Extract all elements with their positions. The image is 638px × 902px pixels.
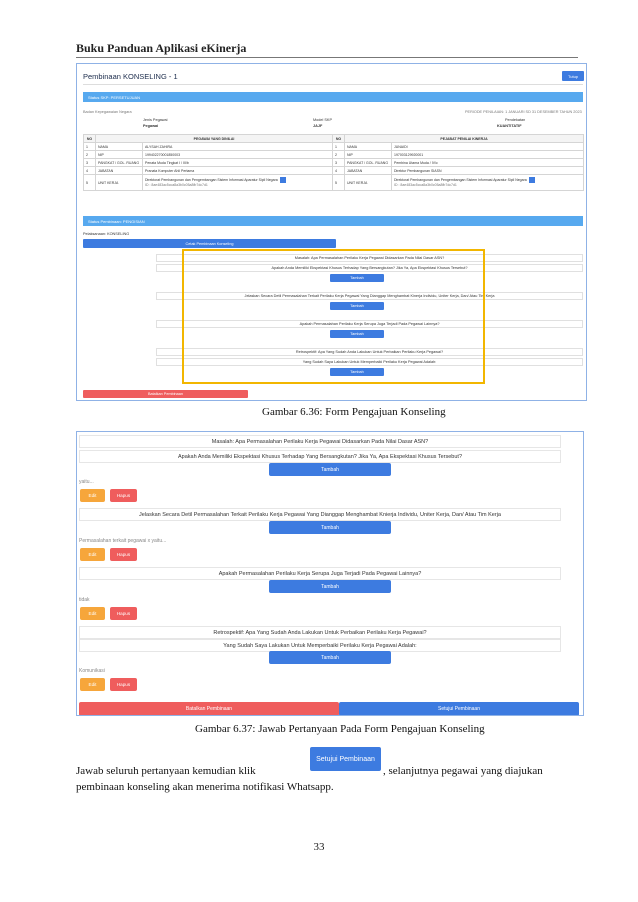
caption-figure-6-37: Gambar 6.37: Jawab Pertanyaan Pada Form Pengajuan Konseling xyxy=(195,723,485,735)
body-text-line1-end: , selanjutnya pegawai yang diajukan xyxy=(383,765,543,777)
search-icon[interactable] xyxy=(529,177,535,183)
batalkan-pembinaan-button[interactable]: Batalkan Pembinaan xyxy=(79,702,339,716)
question-detil: Jelaskan Secara Detil Permasalahan Terkait Perilaku Kerja Pegawai Yang Dianggap Menghambat Knierja Individu, Uniter Kerja, Dan/ Atau Tim Kerja xyxy=(79,508,561,521)
cell-no: 3 xyxy=(84,159,96,167)
cell-no: 1 xyxy=(333,143,345,151)
table-row xyxy=(84,159,584,167)
model-skp-label: Model SKP xyxy=(313,118,332,122)
form-title: Pembinaan KONSELING - 1 xyxy=(83,72,178,81)
question-detil: Jelaskan Secara Detil Permasalahan Terkait Perilaku Kerja Pegawai Yang Dianggap Menghambat Kinerja Individu, Uniter Kerja, Dan/ Atau Tim Kerja xyxy=(156,292,583,300)
hapus-button-2[interactable]: Hapus xyxy=(110,548,137,561)
unit-kerja-id: ID : 8ae483ac5cca8a3b0c05a8fb7dc7d1 xyxy=(145,183,208,187)
header-divider xyxy=(76,57,578,58)
answer-detil: Permasalahan terkait pegawai x yaitu... xyxy=(79,538,167,544)
cell-field: NIP xyxy=(345,151,392,159)
hapus-button-4[interactable]: Hapus xyxy=(110,678,137,691)
col-pejabat-penilai: PEJABAT PENILAI KINERJA xyxy=(345,135,584,143)
question-retrospektif: Retrospektif: Apa Yang Sudah Anda Lakukan Untuk Perbaikan Perilaku Kerja Pegawai? xyxy=(79,626,561,639)
close-button[interactable]: Tutup xyxy=(562,71,584,81)
figure-form-pengajuan-konseling xyxy=(76,63,587,401)
table-row xyxy=(84,151,584,159)
cell-value: Pranata Komputer Ahli Pertama xyxy=(143,167,333,175)
cell-field: JABATAN xyxy=(96,167,143,175)
document-header-title: Buku Panduan Aplikasi eKinerja xyxy=(76,41,247,55)
table-row xyxy=(84,175,584,191)
tambah-button-2[interactable]: Tambah xyxy=(269,521,391,534)
tambah-button-2[interactable]: Tambah xyxy=(330,302,384,310)
cell-no: 4 xyxy=(84,167,96,175)
cell-no: 4 xyxy=(333,167,345,175)
body-text-line1-start: Jawab seluruh pertanyaan kemudian klik xyxy=(76,765,256,777)
unit-kerja-text: Direktorat Pembangunan dan Pengembangan Sistem Informasi Aparatur Sipil Negara xyxy=(394,177,527,182)
tambah-button-4[interactable]: Tambah xyxy=(269,651,391,664)
cell-no: 3 xyxy=(333,159,345,167)
setujui-pembinaan-button[interactable]: Setujui Pembinaan xyxy=(339,702,579,716)
title-divider xyxy=(83,84,583,85)
cell-no: 2 xyxy=(333,151,345,159)
col-no: NO xyxy=(84,135,96,143)
cell-value: Pembina Utama Muda / IV/c xyxy=(392,159,584,167)
hapus-button-1[interactable]: Hapus xyxy=(110,489,137,502)
cell-value: Direktur Pembangunan SIASN xyxy=(392,167,584,175)
tambah-button-1[interactable]: Tambah xyxy=(330,274,384,282)
hapus-button-3[interactable]: Hapus xyxy=(110,607,137,620)
tambah-button-4[interactable]: Tambah xyxy=(330,368,384,376)
question-serupa: Apakah Permasalahan Perilaku Kerja Serupa Juga Terjadi Pada Pegawai Lainnya? xyxy=(156,320,583,328)
cell-value xyxy=(143,175,333,191)
cell-no: 5 xyxy=(84,175,96,191)
edit-button-2[interactable]: Edit xyxy=(80,548,105,561)
pegawai-table xyxy=(83,134,584,191)
tambah-button-1[interactable]: Tambah xyxy=(269,463,391,476)
question-retrospektif: Retrospektif: Apa Yang Sudah Anda Lakukan Untuk Perbaikan Perilaku Kerja Pegawai? xyxy=(156,348,583,356)
unit-kerja-text: Direktorat Pembangunan dan Pengembangan Sistem Informasi Aparatur Sipil Negara xyxy=(145,177,278,182)
table-row xyxy=(84,167,584,175)
cell-field: UNIT KERJA xyxy=(96,175,143,191)
table-row xyxy=(84,143,584,151)
pendekatan-value: KUANTITATIF xyxy=(497,124,522,128)
cell-value xyxy=(392,175,584,191)
cell-field: NAMA xyxy=(345,143,392,151)
page-number: 33 xyxy=(313,841,325,853)
edit-button-3[interactable]: Edit xyxy=(80,607,105,620)
cell-value: ALYSAH ZAHIRA xyxy=(143,143,333,151)
question-ekspektasi: Apakah Anda Memiliki Ekspektasi Khusus Terhadap Yang Bersangkutan? Jika Ya, Apa Ekspektasi Khusus Tersebut? xyxy=(79,450,561,463)
periode-label: PERIODE PENILAIAN: 1 JANUARI SD 31 DESEMBER TAHUN 2023 xyxy=(465,110,582,114)
cell-no: 1 xyxy=(84,143,96,151)
highlight-frame xyxy=(182,249,485,384)
table-header-row xyxy=(84,135,584,143)
batalkan-pembinaan-button[interactable]: Batalkan Pembinaan xyxy=(83,390,248,398)
pendekatan-label: Pendekatan xyxy=(505,118,526,122)
question-ekspektasi: Apakah Anda Memiliki Ekspektasi Khusus Terhadap Yang Bersangkutan? Jika Ya, Apa Ekspektasi Khusus Tersebut? xyxy=(156,264,583,272)
question-sudah-dilakukan: Yang Sudah Saya Lakukan Untuk Memperbaiki Perilaku Kerja Pegawai Adalah: xyxy=(156,358,583,366)
answer-sudah-dilakukan: Komunikasi xyxy=(79,668,105,674)
cell-value: 197003129920001 xyxy=(392,151,584,159)
tambah-button-3[interactable]: Tambah xyxy=(269,580,391,593)
jenis-pegawai-label: Jenis Pegawai xyxy=(143,118,168,122)
answer-ekspektasi: yaitu... xyxy=(79,479,94,485)
question-masalah: Masalah: Apa Permasalahan Perilaku Kerja Pegawai Didasarkan Pada Nilai Dasar ASN? xyxy=(79,435,561,448)
instansi-label: Badan Kepegawaian Negara xyxy=(83,110,132,114)
jenis-pegawai-value: Pegawai xyxy=(143,124,159,128)
figure-jawab-pertanyaan xyxy=(76,431,584,716)
setujui-pembinaan-inline-button: Setujui Pembinaan xyxy=(310,747,381,771)
model-skp-value: JAJF xyxy=(313,124,323,128)
body-text-line2: pembinaan konseling akan menerima notifikasi Whatsapp. xyxy=(76,781,334,793)
answer-serupa: tidak xyxy=(79,597,90,603)
cell-field: NIP xyxy=(96,151,143,159)
cell-no: 5 xyxy=(333,175,345,191)
question-serupa: Apakah Permasalahan Perilaku Kerja Serupa Juga Terjadi Pada Pegawai Lainnya? xyxy=(79,567,561,580)
question-sudah-dilakukan: Yang Sudah Saya Lakukan Untuk Memperbaiki Perilaku Kerja Pegawai Adalah: xyxy=(79,639,561,652)
col-no-2: NO xyxy=(333,135,345,143)
tambah-button-3[interactable]: Tambah xyxy=(330,330,384,338)
status-skp-bar: Status SKP: PERSETUJUAN xyxy=(83,92,583,102)
cell-field: PANGKAT / GOL. RUANG xyxy=(345,159,392,167)
edit-button-4[interactable]: Edit xyxy=(80,678,105,691)
cell-value: 199402270001850003 xyxy=(143,151,333,159)
status-pembinaan-bar: Status Pembinaan: PENGISIAN xyxy=(83,216,583,226)
question-masalah: Masalah: Apa Permasalahan Perilaku Kerja Pegawai Didasarkan Pada Nilai Dasar ASN? xyxy=(156,254,583,262)
cell-value: Penata Muda Tingkat I / III/b xyxy=(143,159,333,167)
search-icon[interactable] xyxy=(280,177,286,183)
cetak-pembinaan-button[interactable]: Cetak Pembinaan Konseling xyxy=(83,239,336,248)
cell-field: NAMA xyxy=(96,143,143,151)
pelaksanaan-label: Pelaksanaan: KONSELING xyxy=(83,232,130,236)
cell-field: PANGKAT / GOL. RUANG xyxy=(96,159,143,167)
caption-figure-6-36: Gambar 6.36: Form Pengajuan Konseling xyxy=(262,406,446,418)
cell-no: 2 xyxy=(84,151,96,159)
cell-value: JUNAIDI xyxy=(392,143,584,151)
cell-field: JABATAN xyxy=(345,167,392,175)
edit-button-1[interactable]: Edit xyxy=(80,489,105,502)
col-pegawai-dinilai: PEGAWAI YANG DINILAI xyxy=(96,135,333,143)
unit-kerja-id: ID : 8ae483ac5cca8a3b0c05a8fb7dc7d1 xyxy=(394,183,457,187)
cell-field: UNIT KERJA xyxy=(345,175,392,191)
